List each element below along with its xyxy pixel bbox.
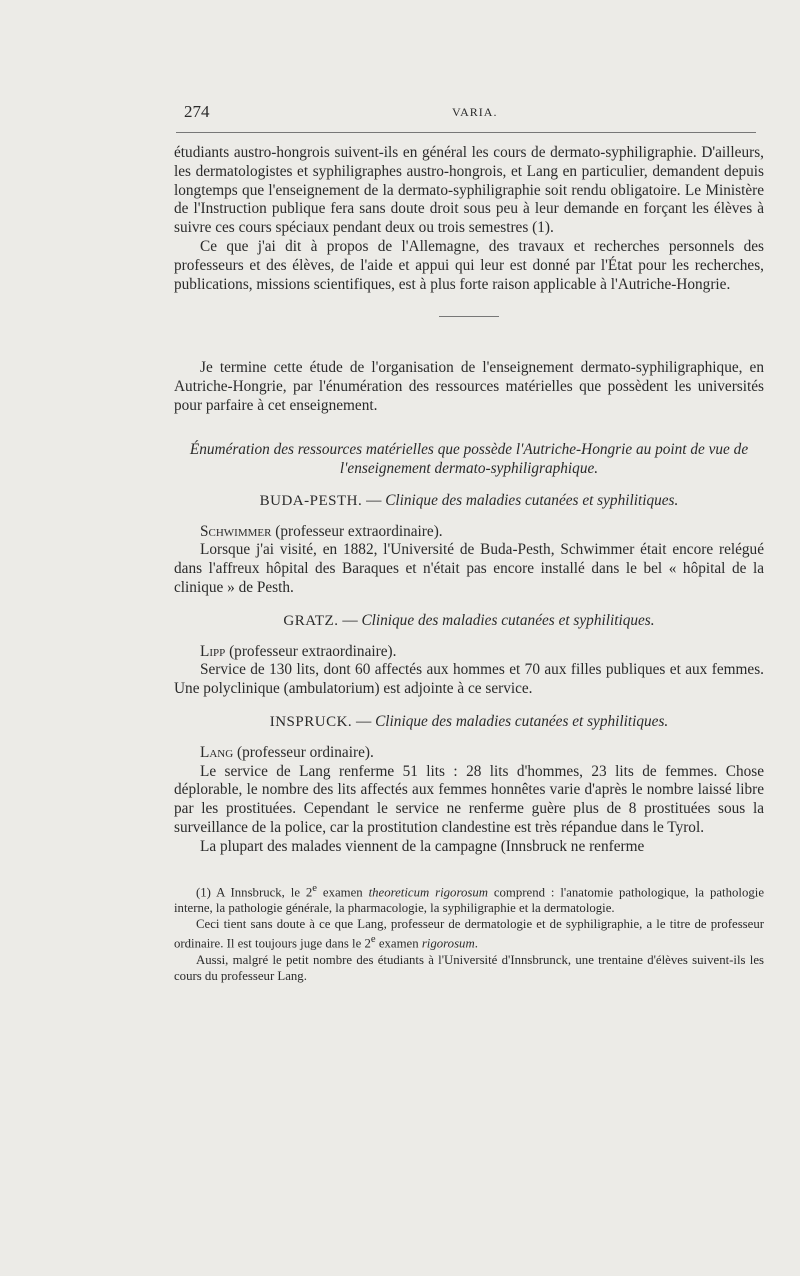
footnote-text: examen [375,936,422,951]
professor-line [174,523,764,542]
footnote-text: examen [317,884,369,899]
footnote-1 [174,881,764,917]
footnote-emphasis: theoreticum rigorosum [368,884,488,899]
heading-dash: — [355,712,372,730]
header-rule [176,132,756,133]
paragraph: Service de 130 lits, dont 60 affectés aux hommes et 70 aux filles publiques et aux femmes. Une polyclinique (ambulatorium) est adjointe à ce service. [174,661,764,698]
running-title: VARIA. [452,105,498,119]
heading-dash: — [366,491,382,509]
footnote-3: Aussi, malgré le petit nombre des étudiants à l'Université d'Innsbrunck, une trentaine d'élèves suivent-ils les cours du professeur Lang. [174,952,764,984]
professor-name: Lang [200,743,234,761]
paragraph-continued: étudiants austro-hongrois suivent-ils en général les cours de dermato-syphiligraphie. D'ailleurs, les dermatologistes et syphiligraphes austro-hongrois, et Lang en particulier, demandent depuis longtemps que l'enseignement de la dermato-syphiligraphie soit rendu obligatoire. Le Ministère de l'Instruction publique fera sans doute droit sous peu à leur demande en forçant les élèves à suivre ces cours spéciaux pendant deux ou trois semestres (1). [174,144,764,237]
section-heading-buda-pesth [174,492,764,511]
clinic-name: Clinique des maladies cutanées et syphilitiques. [385,491,679,509]
footnote-sup: e [370,934,376,946]
city-name: GRATZ. [283,612,339,629]
professor-name: Lipp [200,642,226,660]
city-name: INSPRUCK. [269,713,353,730]
footnote-text: (1) A Innsbruck, le 2 [196,884,313,899]
footnote-text: Ceci tient sans doute à ce que Lang, professeur de dermatologie et de syphiligraphie, a le titre de professeur ordinaire. Il est toujours juge dans le 2 [174,917,764,951]
footnote-emphasis: rigorosum [421,936,475,951]
heading-dash: — [342,611,358,629]
paragraph: Le service de Lang renferme 51 lits : 28 lits d'hommes, 23 lits de femmes. Chose déplorable, le nombre des lits affectés aux femmes honnêtes varie d'après le nombre laissé libre par les prostituées. Cependant le service ne renferme guère plus de 8 prostituées sous la surveillance de la police, car la prostitution clandestine est très répandue dans le Tyrol. [174,762,764,836]
professor-line [174,744,764,763]
footnotes [174,881,764,985]
clinic-name: Clinique des maladies cutanées et syphilitiques. [375,712,669,730]
paragraph: Je termine cette étude de l'organisation de l'enseignement dermato-syphiligraphique, en Autriche-Hongrie, par l'énumération des ressources matérielles que possèdent les universités pour parfaire à cet enseignement. [174,359,764,414]
section-divider [439,316,499,317]
page-header [184,102,754,124]
enumeration-heading: Énumération des ressources matérielles que possède l'Autriche-Hongrie au point de vue de l'enseignement dermato-syphiligraphique. [189,440,749,477]
professor-name: Schwimmer [200,522,272,540]
paragraph: Ce que j'ai dit à propos de l'Allemagne, des travaux et recherches personnels des professeurs et des élèves, de l'aide et appui qui leur est donné par l'État pour les recherches, publications, missions scientifiques, est à plus forte raison applicable à l'Autriche-Hongrie. [174,237,764,293]
professor-line [174,643,764,662]
paragraph: Lorsque j'ai visité, en 1882, l'Université de Buda-Pesth, Schwimmer était encore relégué dans l'affreux hôpital des Baraques et n'était pas encore installé dans le bel « hôpital de la clinique » de Pesth. [174,541,764,596]
page-number: 274 [184,102,210,121]
footnote-text: . [474,936,478,951]
section-heading-gratz [174,612,764,631]
clinic-name: Clinique des maladies cutanées et syphilitiques. [361,611,655,629]
professor-title: (professeur extraordinaire). [225,642,397,660]
footnote-sup: e [312,882,318,894]
city-name: BUDA-PESTH. [259,492,363,509]
section-heading-inspruck [174,713,764,732]
footnote-text: comprend : l'anatomie pathologique, la pathologie interne, la pathologie générale, la pharmacologie, la syphiligraphie et la dermatologie. [174,884,764,915]
page-body [174,144,764,984]
professor-title: (professeur ordinaire). [233,743,374,761]
footnote-2 [174,916,764,952]
professor-title: (professeur extraordinaire). [271,522,443,540]
paragraph: La plupart des malades viennent de la campagne (Innsbruck ne renferme [200,837,645,855]
